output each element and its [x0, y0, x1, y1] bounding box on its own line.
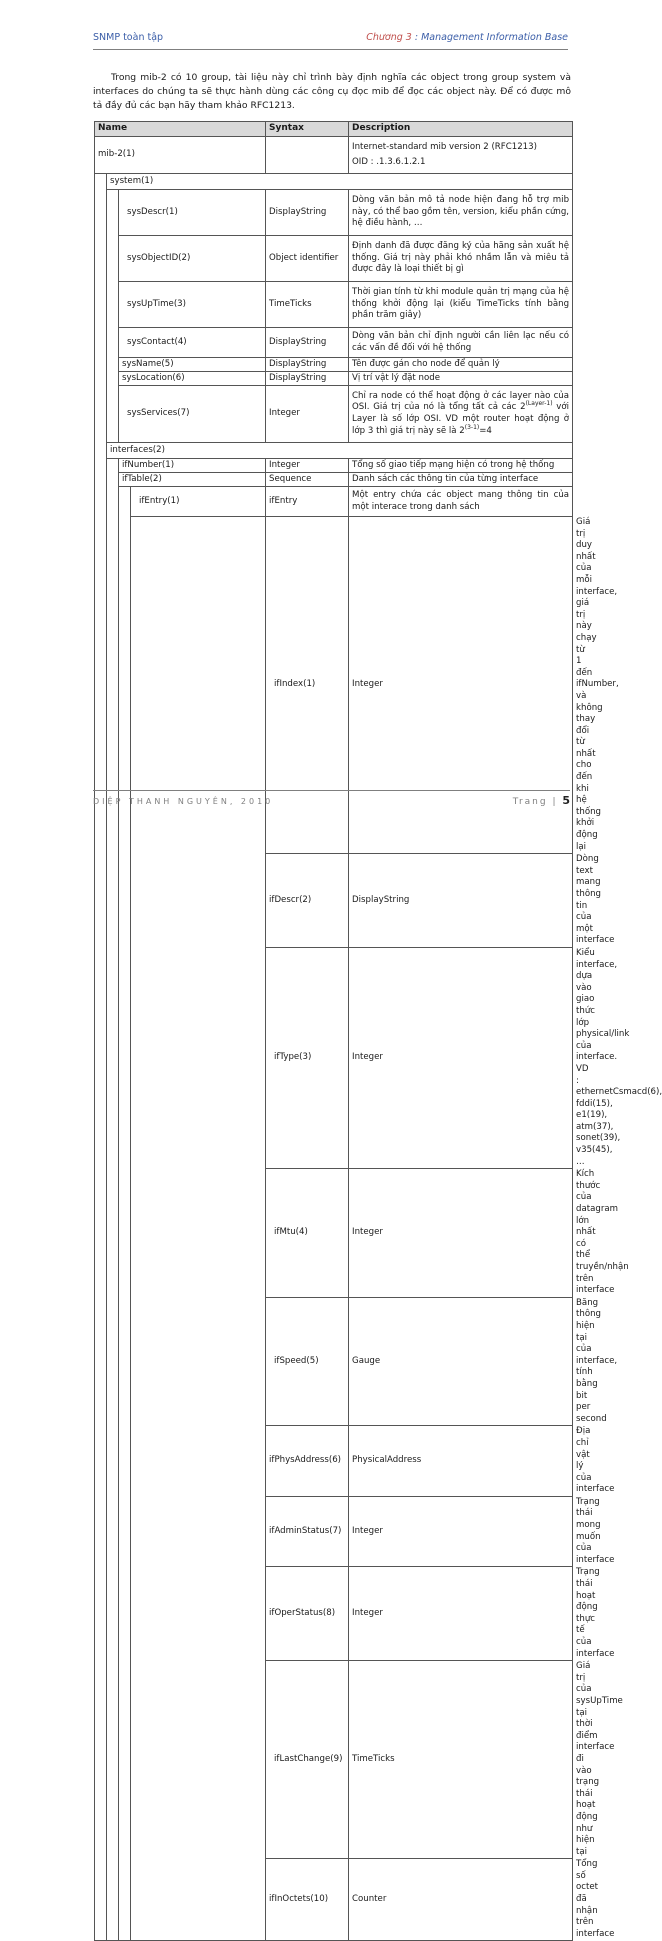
table-row: ifTable(2) Sequence Danh sách các thông tin của từng interface: [95, 473, 573, 487]
table-row: sysContact(4) DisplayString Dòng văn bản chỉ định người cần liên lạc nếu có các vấn đề đối với hệ thống: [95, 328, 573, 358]
table-row: sysDescr(1) DisplayString Dòng văn bản mô tả node hiện đang hỗ trợ mib này, có thể bao gồm tên, version, kiểu phần cứng, hệ điều hành, …: [95, 190, 573, 236]
table-row: ifInOctets(10) Counter Tổng số octet đã nhận trên interface: [95, 1859, 573, 1941]
table-row: ifPhysAddress(6) PhysicalAddress Địa chỉ vật lý của interface: [95, 1426, 573, 1497]
table-row: [95, 137, 573, 174]
col-syntax-header: Syntax: [266, 122, 349, 137]
page-header: [93, 29, 568, 50]
table-row: ifEntry(1) ifEntry Một entry chứa các object mang thông tin của một interace trong danh sách: [95, 487, 573, 517]
table-row: ifOperStatus(8) Integer Trạng thái hoạt động thực tế của interface: [95, 1567, 573, 1661]
sysServices-desc: Chỉ ra node có thể hoạt động ở các layer nào của OSI. Giá trị của nó là tổng tất cả các $2^{(Layer-1)}$ với Layer là số lớp OSI. VD một router hoạt động ở lớp 3 thì giá trị này sẽ là $2^{(3-1)}=4$: [349, 386, 573, 443]
intro-paragraph: Trong mib-2 có 10 group, tài liệu này chỉ trình bày định nghĩa các object trong group system và interfaces do chúng ta sẽ thực hành dùng các công cụ đọc mib để đọc các object này. Để có được mô tả đầy đủ các bạn hãy tham khảo RFC1213.: [93, 72, 571, 111]
table-row: sysLocation(6) DisplayString Vị trí vật lý đặt node: [95, 372, 573, 386]
table-row: [95, 174, 573, 190]
group-interfaces: interfaces(2): [107, 443, 573, 459]
table-header: [95, 122, 573, 137]
chapter-separator: :: [411, 32, 422, 43]
table-row: ifDescr(2) DisplayString Dòng text mang thông tin của một interface: [95, 854, 573, 948]
table-row: ifType(3) Integer Kiểu interface, dựa vào giao thức lớp physical/link của interface. VD : ethernetCsmacd(6), fddi(15), e1(19), atm(37), sonet(39), v35(45), …: [95, 947, 573, 1168]
footer-page: Trang | 5: [512, 794, 570, 807]
table-row: ifAdminStatus(7) Integer Trạng thái mong muốn của interface: [95, 1496, 573, 1567]
mib2-desc: Internet-standard mib version 2 (RFC1213) OID : .1.3.6.1.2.1: [349, 137, 573, 174]
table-row: sysName(5) DisplayString Tên được gán cho node để quản lý: [95, 358, 573, 372]
table-row: ifIndex(1) Integer Giá trị duy nhất của mỗi interface, giá trị này chạy từ 1 đến ifNumber, và không thay đổi từ nhất cho đến khi hệ thống khởi động lại: [95, 517, 573, 854]
table-row: [95, 443, 573, 459]
header-chapter: [366, 32, 568, 43]
table-row: sysUpTime(3) TimeTicks Thời gian tính từ khi module quản trị mạng của hệ thống khởi động lại (kiểu TimeTicks tính bằng phần trăm giây): [95, 282, 573, 328]
page-number: 5: [562, 794, 570, 807]
page-footer: [93, 790, 570, 811]
table-row: sysObjectID(2) Object identifier Định danh đã được đăng ký của hãng sản xuất hệ thống. Giá trị này phải khó nhầm lẫn và miêu tả được đây là loại thiết bị gì: [95, 236, 573, 282]
table-row: ifSpeed(5) Gauge Băng thông hiện tại của interface, tính bằng bit per second: [95, 1297, 573, 1426]
col-desc-header: Description: [349, 122, 573, 137]
table-row: ifLastChange(9) TimeTicks Giá trị của sysUpTime tại thời điểm interface đi vào trạng thái hoạt động như hiện tại: [95, 1661, 573, 1859]
col-name-header: Name: [95, 122, 266, 137]
footer-author: DIỆP THANH NGUYÊN, 2010: [93, 797, 274, 806]
mib2-name: mib-2(1): [95, 137, 266, 174]
table-row: ifMtu(4) Integer Kích thước của datagram lớn nhất có thể truyền/nhận trên interface: [95, 1169, 573, 1298]
table-row: ifNumber(1) Integer Tổng số giao tiếp mạng hiện có trong hệ thống: [95, 459, 573, 473]
chapter-label: Chương 3: [366, 32, 412, 43]
mib-table: [94, 121, 662, 1941]
header-title: SNMP toàn tập: [93, 32, 164, 43]
chapter-topic: Management Information Base: [421, 32, 568, 43]
table-row: sysServices(7) Integer Chỉ ra node có thể hoạt động ở các layer nào của OSI. Giá trị của nó là tổng tất cả các $2^{(Layer-1)}$ với Layer là số lớp OSI. VD một router hoạt động ở lớp 3 thì giá trị này sẽ là $2^{(3-1)}=4$: [95, 386, 573, 443]
group-system: system(1): [107, 174, 573, 190]
